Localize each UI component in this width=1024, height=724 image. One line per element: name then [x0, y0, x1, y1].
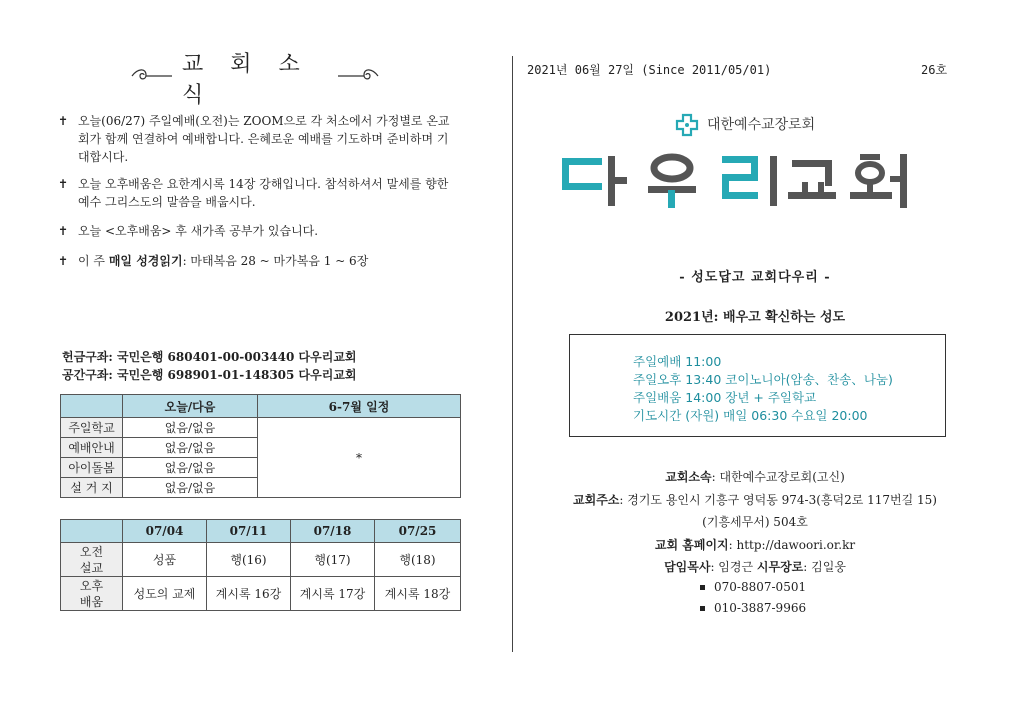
sermon-cell: 계시록 17강 [291, 577, 375, 611]
service-time: 주일배움 14:00 장년 + 주일학교 [633, 390, 817, 405]
homepage-label: 교회 홈페이지 [654, 538, 729, 552]
bible-reading [58, 252, 453, 270]
staff-line [520, 558, 990, 575]
denomination-name: 대한예수교장로회 [707, 117, 816, 133]
sermon-cell: 계시록 18강 [375, 577, 461, 611]
duty-value: 없음/없음 [123, 438, 258, 458]
duty-header-today: 오늘/다음 [123, 395, 258, 418]
duty-table [60, 394, 461, 498]
news-item [58, 112, 453, 166]
news-text: 오늘(06/27) 주일예배(오전)는 ZOOM으로 각 처소에서 가정별로 온교회가 함께 연결하여 예배합니다. 은혜로운 예배를 기도하며 준비하며 기대합시다. [78, 114, 450, 164]
phone-number: 070-8807-0501 [714, 580, 807, 594]
ornament-right-icon [336, 66, 380, 91]
cross-icon: ✝ [58, 114, 69, 128]
news-item [58, 175, 453, 211]
schedule-note: * [258, 418, 461, 498]
sermon-cell: 행(16) [207, 543, 291, 577]
affiliation-label: 교회소속 [665, 470, 712, 484]
service-time: 기도시간 (자원) 매일 06:30 수요일 20:00 [633, 408, 868, 423]
sermon-header-date: 07/25 [375, 520, 461, 543]
sermon-cell: 성품 [123, 543, 207, 577]
sermon-header-date: 07/04 [123, 520, 207, 543]
bullet-icon [700, 585, 705, 590]
affiliation-value: : 대한예수교장로회(고신) [711, 470, 845, 484]
duty-label: 예배안내 [61, 438, 123, 458]
sermon-header-date: 07/18 [291, 520, 375, 543]
sermon-row-label: 오전 설교 [61, 543, 123, 577]
duty-header-blank [61, 395, 123, 418]
homepage-line [520, 536, 990, 553]
sermon-row-label: 오후 배움 [61, 577, 123, 611]
church-cross-icon [675, 113, 699, 141]
page-divider [512, 56, 513, 652]
homepage-link[interactable]: : http://dawoori.or.kr [728, 538, 856, 552]
sermon-cell: 행(17) [291, 543, 375, 577]
sermon-cell: 성도의 교제 [123, 577, 207, 611]
issue-number: 26호 [921, 63, 948, 77]
church-motto: - 성도답고 교회다우리 - [679, 270, 831, 285]
pastor-name: : 임경근 [710, 560, 757, 574]
pastor-label: 담임목사 [664, 560, 711, 574]
duty-value: 없음/없음 [123, 458, 258, 478]
reading-rest: : 마태복음 28 ~ 마가복음 1 ~ 6장 [182, 254, 369, 268]
duty-value: 없음/없음 [123, 418, 258, 438]
news-title-text: 교 회 소 식 [182, 52, 310, 108]
ornament-left-icon [130, 66, 174, 91]
duty-label: 주일학교 [61, 418, 123, 438]
service-times-box [569, 334, 946, 437]
church-logo [560, 150, 940, 216]
phone-item [700, 580, 806, 594]
address-line [520, 491, 990, 508]
phone-item [700, 601, 806, 615]
sermon-table [60, 519, 461, 611]
office-label: 시무장로 [756, 560, 804, 574]
cross-icon: ✝ [58, 177, 69, 191]
duty-header-schedule: 6-7월 일정 [258, 395, 461, 418]
duty-label: 아이돌봄 [61, 458, 123, 478]
service-time: 주일오후 13:40 코이노니아(암송、찬송、나눔) [633, 372, 893, 387]
cross-icon: ✝ [58, 224, 69, 238]
news-text: 오늘 오후배움은 요한계시록 14장 강해입니다. 참석하셔서 말세를 향한 예수 그리스도의 말씀을 배웁시다. [78, 177, 449, 209]
address-value: : 경기도 용인시 기흥구 영덕동 974-3(흥덕2로 117번길 15) [619, 493, 937, 507]
affiliation-line [520, 468, 990, 485]
phone-number: 010-3887-9966 [714, 601, 807, 615]
news-title [130, 52, 380, 108]
office-name: : 김일웅 [803, 560, 846, 574]
news-text: 오늘 <오후배움> 후 새가족 공부가 있습니다. [78, 224, 319, 238]
space-account: 공간구좌: 국민은행 698901-01-148305 다우리교회 [62, 368, 357, 382]
cross-icon: ✝ [58, 254, 69, 268]
reading-bold: 매일 성경읽기 [108, 254, 183, 268]
address-label: 교회주소 [573, 493, 620, 507]
bullet-icon [700, 606, 705, 611]
duty-label: 설 거 지 [61, 478, 123, 498]
duty-value: 없음/없음 [123, 478, 258, 498]
news-item [58, 222, 453, 240]
sermon-cell: 계시록 16강 [207, 577, 291, 611]
year-theme: 2021년: 배우고 확신하는 성도 [664, 310, 846, 325]
sermon-header-blank [61, 520, 123, 543]
service-time: 주일예배 11:00 [633, 354, 722, 369]
bulletin-date: 2021년 06월 27일 (Since 2011/05/01) [527, 63, 772, 77]
offering-account: 헌금구좌: 국민은행 680401-00-003440 다우리교회 [62, 350, 357, 364]
sermon-header-date: 07/11 [207, 520, 291, 543]
address-line-2: (기흥세무서) 504호 [702, 515, 808, 529]
sermon-cell: 행(18) [375, 543, 461, 577]
reading-prefix: 이 주 [78, 254, 109, 268]
